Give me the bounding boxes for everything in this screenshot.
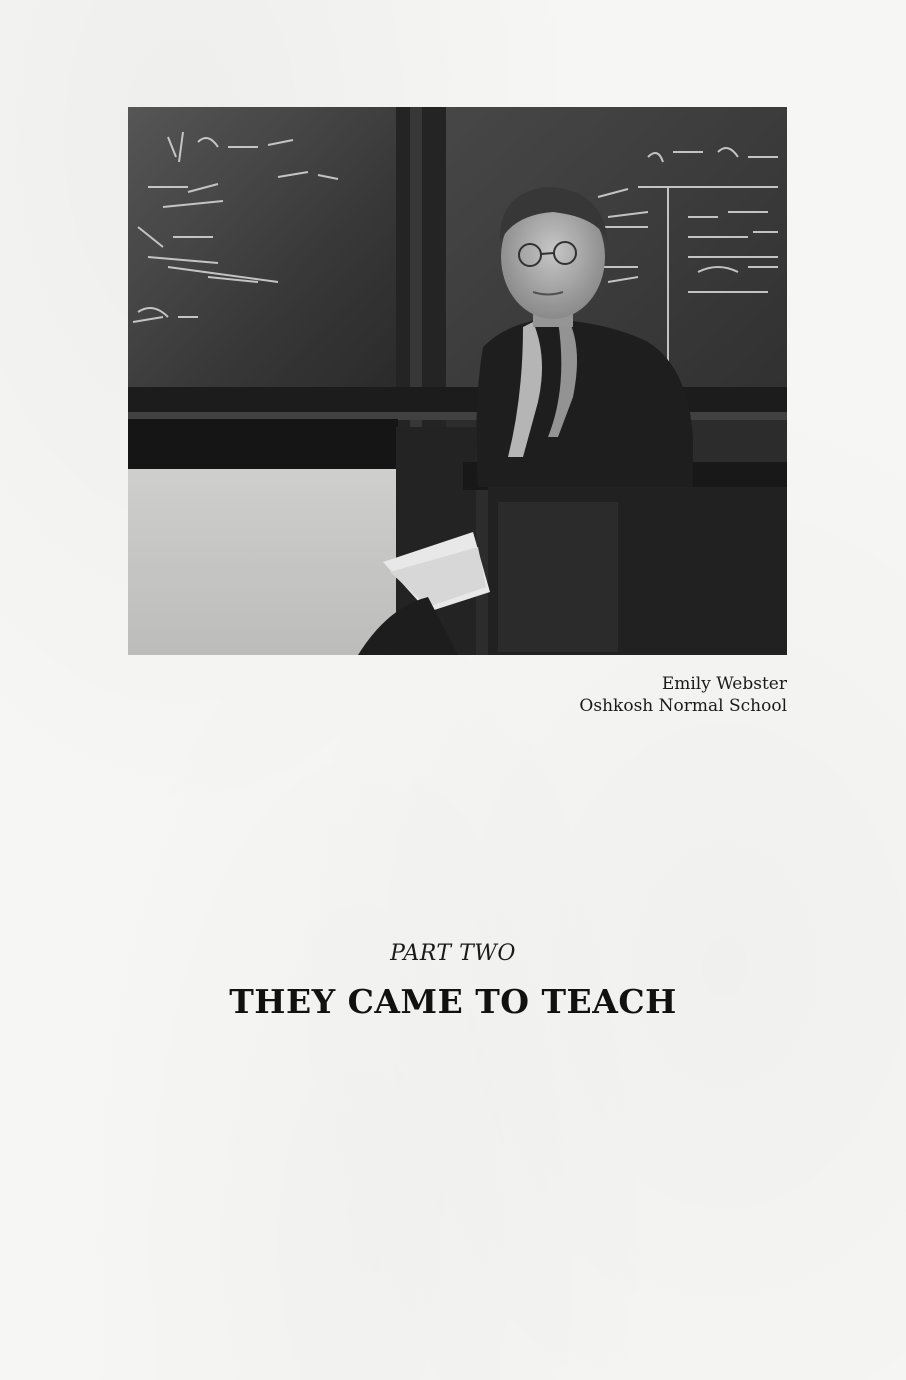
photo-caption [387,673,787,717]
part-label: PART TWO [390,941,516,966]
portrait-photograph [128,107,787,655]
part-title: THEY CAME TO TEACH [229,982,677,1021]
caption-institution: Oshkosh Normal School [579,696,787,716]
caption-name: Emily Webster [661,674,787,694]
